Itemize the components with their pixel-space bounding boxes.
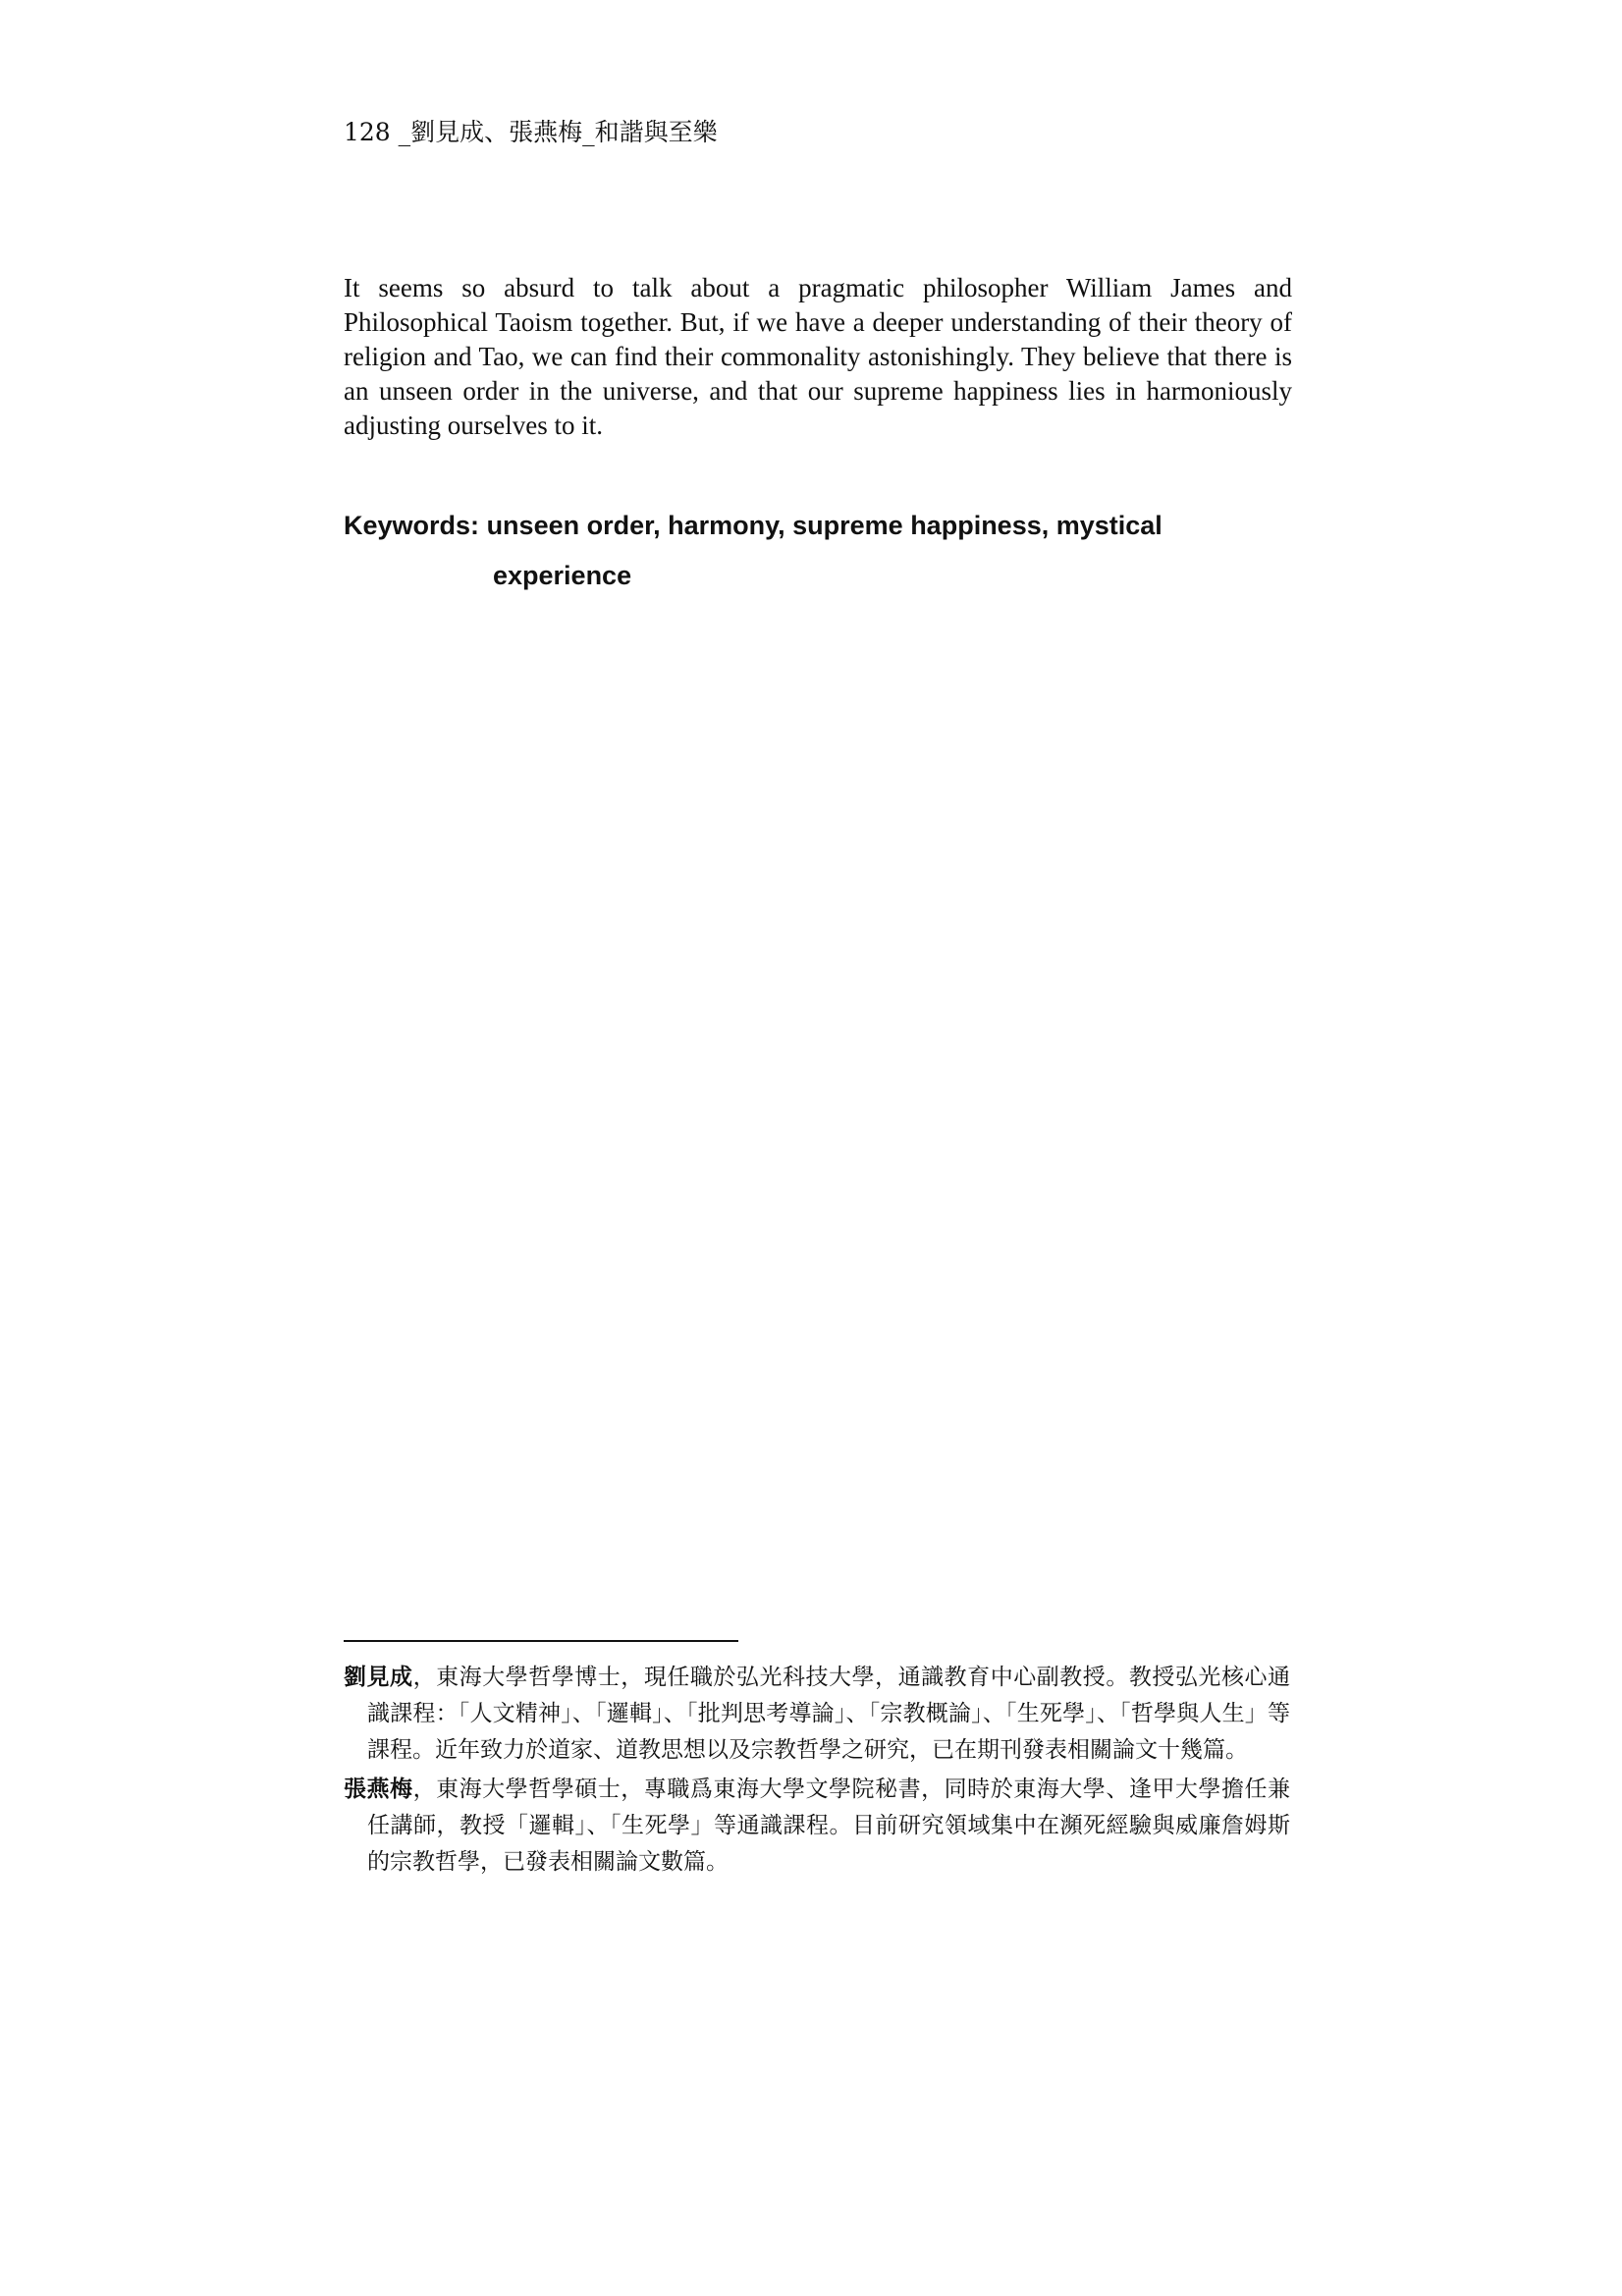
- footnote-author-name: 張燕梅: [344, 1776, 413, 1802]
- running-header: 128 _劉見成、張燕梅_和諧與至樂: [344, 118, 718, 146]
- keywords-line-2: experience: [493, 561, 632, 590]
- footnote-author-1: [344, 1659, 1290, 1769]
- keywords-label: Keywords:: [344, 511, 480, 540]
- keywords-line-1: unseen order, harmony, supreme happiness, mystical: [486, 511, 1162, 540]
- footnote-author-bio: ，東海大學哲學博士，現任職於弘光科技大學，通識教育中心副教授。教授弘光核心通識課程：「人文精神」、「邏輯」、「批判思考導論」、「宗教概論」、「生死學」、「哲學與人生」等課程。近年致力於道家、道教思想以及宗教哲學之研究，已在期刊發表相關論文十幾篇。: [367, 1665, 1291, 1763]
- footnotes: [344, 1659, 1290, 1883]
- footnote-author-2: [344, 1771, 1290, 1881]
- abstract-text: It seems so absurd to talk about a pragmatic philosopher William James and Philosophical Taoism together. But, if we have a deeper understanding of their theory of religion and Tao, we can find their commonality astonishingly. They believe that there is an unseen order in the universe, and that our supreme happiness lies in harmoniously adjusting ourselves to it.: [344, 273, 1292, 440]
- footnote-divider: [344, 1640, 738, 1642]
- keywords-block: [344, 501, 1162, 601]
- footnote-author-name: 劉見成: [344, 1664, 413, 1690]
- footnote-author-bio: ，東海大學哲學碩士，專職爲東海大學文學院秘書，同時於東海大學、逢甲大學擔任兼任講師，教授「邏輯」、「生死學」等通識課程。目前研究領域集中在瀕死經驗與威廉詹姆斯的宗教哲學，已發表相關論文數篇。: [367, 1777, 1291, 1875]
